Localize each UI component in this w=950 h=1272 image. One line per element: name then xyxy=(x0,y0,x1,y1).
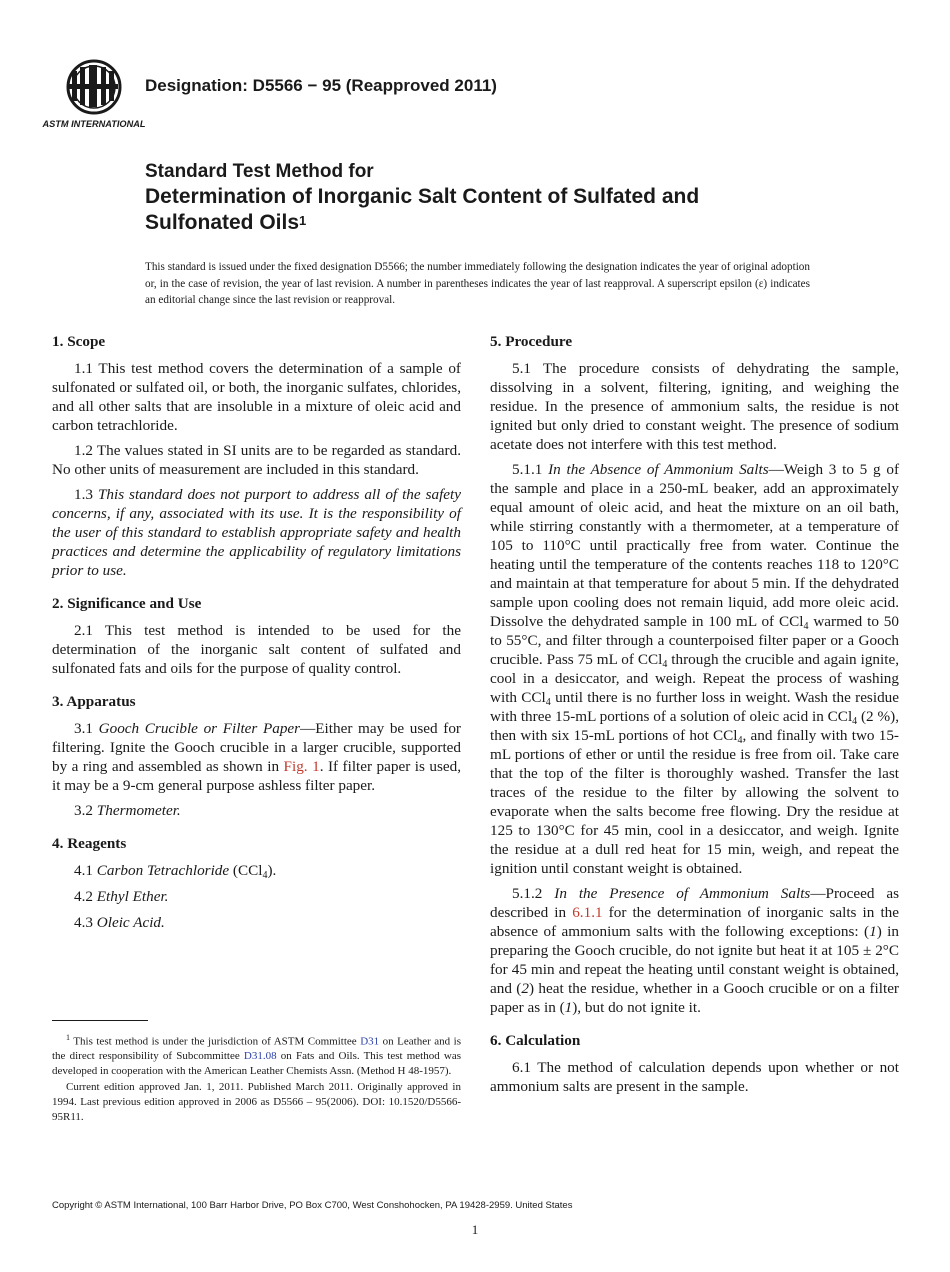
apparatus-heading: 3. Apparatus xyxy=(52,693,136,710)
procedure-p3-italic: In the Presence of Ammonium Salts xyxy=(554,885,811,902)
section-calculation xyxy=(490,1031,899,1096)
reagent-item xyxy=(52,861,461,880)
reagent-num: 4.3 xyxy=(74,914,93,931)
reagents-heading: 4. Reagents xyxy=(52,835,127,852)
procedure-p3-italic-1: 1 xyxy=(869,923,877,940)
section-apparatus xyxy=(52,692,461,820)
section-significance xyxy=(52,594,461,678)
reagent-item xyxy=(52,887,461,906)
apparatus-p1-italic: Gooch Crucible or Filter Paper xyxy=(98,720,301,737)
procedure-p3 xyxy=(490,884,899,1017)
procedure-p2-text-d: until there is no further loss in weight. Wash the residue with three 15-mL portions of a solution of oleic acid in CCl xyxy=(490,689,899,725)
title-line-2: Determination of Inorganic Salt Content of Sulfated and xyxy=(145,185,700,208)
procedure-p3-num: 5.1.2 xyxy=(512,885,543,902)
footnote-1-text-b: on Leather and is the direct responsibility of Subcommittee xyxy=(52,1035,461,1063)
footnote-1-text-a: This test method is under the jurisdiction of ASTM Committee xyxy=(73,1035,357,1048)
d31-link[interactable]: D31 xyxy=(360,1035,380,1048)
subscript-4: 4 xyxy=(662,659,668,670)
calculation-p1: 6.1 The method of calculation depends upon whether or not ammonium salts are present in the sample. xyxy=(490,1059,899,1095)
procedure-p1: 5.1 The procedure consists of dehydrating the sample, dissolving in a solvent, filtering, igniting, and weighing the residue. In the presence of ammonium salts, the residue is not ignited but only dried to constant weight. The presence of sodium acetate does not interfere with this test method. xyxy=(490,360,899,453)
procedure-p3-text-e: ), but do not ignite it. xyxy=(572,999,701,1016)
right-column xyxy=(490,332,899,1110)
footnote-1-text-c: on Fats and Oils. This test method was developed in cooperation with the American Leather Chemists Assn. (Method H 48-1957). xyxy=(52,1050,462,1077)
procedure-p3-text-c: ) in preparing the Gooch crucible, do not ignite but heat it at 105 ± 2°C for 45 min and repeat the heating until constant weight is obtained, and ( xyxy=(490,923,899,997)
copyright-notice: Copyright © ASTM International, 100 Barr Harbor Drive, PO Box C700, West Conshohocken, PA 19428-2959. United States xyxy=(52,1200,573,1211)
reagent-name: Carbon Tetrachloride xyxy=(96,862,230,879)
reagent-num: 4.1 xyxy=(74,862,93,879)
procedure-p3-italic-2: 2 xyxy=(521,980,529,997)
page-number: 1 xyxy=(471,1222,479,1237)
apparatus-p2-italic: Thermometer. xyxy=(96,802,181,819)
section-procedure xyxy=(490,332,899,1017)
apparatus-p1-text-b: . If filter paper is used, it may be a 9-cm general purpose ashless filter paper. xyxy=(52,758,462,794)
scope-p1: 1.1 This test method covers the determination of a sample of sulfonated or sulfated oil, or both, the inorganic sulfates, chlorides, and all other salts that are insoluble in a mixture of oleic acid and carbon tetrachloride. xyxy=(52,360,461,434)
fig-1-link[interactable]: Fig. 1 xyxy=(283,758,320,775)
apparatus-p1-text-a: —Either may be used for filtering. Ignite the Gooch crucible in a larger crucible, supported by a ring and assembled as shown in xyxy=(52,720,461,775)
designation: Designation: D5566 − 95 (Reapproved 2011) xyxy=(145,76,497,95)
apparatus-p1 xyxy=(52,719,461,795)
reagent-item xyxy=(52,913,461,932)
astm-logo-icon xyxy=(42,57,146,133)
title-footnote-mark: 1 xyxy=(299,213,307,228)
d31-08-link[interactable]: D31.08 xyxy=(243,1050,277,1063)
footnote-rule xyxy=(52,1020,148,1021)
reagent-formula-tail: ). xyxy=(267,862,277,879)
scope-p3-num: 1.3 xyxy=(74,486,93,503)
section-6-1-1-link[interactable]: 6.1.1 xyxy=(572,904,603,921)
footnote-2: Current edition approved Jan. 1, 2011. Published March 2011. Originally approved in 1994. Last previous edition approved in 2006 as D5566 – 95(2006). DOI: 10.1520/D5566-95R11. xyxy=(52,1081,461,1123)
procedure-p2-text-f: , and finally with two 15-mL portions of ether or until the residue is free from oil. Take care that the top of the filter is thoroughly washed. Transfer the last traces of the residue to the filter by allowing the solvent to evaporate when the salts become free flowing. Dry the residue at 125 to 130°C for 45 min, cool in a desiccator, and weigh. Ignite the residue at a dull red heat for 15 min, weigh, and repeat the ignition until constant weight is obtained. xyxy=(490,727,899,877)
apparatus-p2-num: 3.2 xyxy=(74,802,93,819)
left-column xyxy=(52,332,461,946)
title-line-3-text: Sulfonated Oils xyxy=(145,211,300,234)
footnote-1-mark: 1 xyxy=(66,1033,70,1042)
scope-p3-italic: This standard does not purport to address all of the safety concerns, if any, associated with its use. It is the responsibility of the user of this standard to establish appropriate safety and health practices and determine the applicability of regulatory limitations prior to use. xyxy=(52,486,462,579)
procedure-p2-num: 5.1.1 xyxy=(512,461,543,478)
reagent-formula: (CCl xyxy=(229,862,263,879)
apparatus-p2 xyxy=(52,801,461,820)
procedure-p2-text-a: —Weigh 3 to 5 g of the sample and place in a 250-mL beaker, add an approximately equal amount of oleic acid, and heat the mixture on an oil bath, while stirring constantly with a thermometer, at a temperature of 105 to 110°C until practically free from water. Continue the heating until the temperature of the contents reaches 118 to 120°C and maintain at that temperature for about 5 min. If the dehydrated sample upon cooling does not remain liquid, add more oleic acid. Dissolve the dehydrated sample in 100 mL of CCl xyxy=(490,461,900,630)
title-line-1: Standard Test Method for xyxy=(145,161,374,182)
subscript-4: 4 xyxy=(737,735,743,746)
procedure-p3-text-d: ) heat the residue, whether in a Gooch crucible or on a filter paper as in ( xyxy=(490,980,899,1016)
footnotes xyxy=(52,1031,461,1126)
procedure-p2-text-b: warmed to 50 to 55°C, and filter through a counterpoised filter paper or a Gooch crucible. Pass 75 mL of CCl xyxy=(490,613,899,668)
significance-p1: 2.1 This test method is intended to be used for the determination of the inorganic salt content of sulfated and sulfonated fats and oils for the purpose of quality control. xyxy=(52,622,461,677)
reagent-name: Oleic Acid. xyxy=(96,914,165,931)
procedure-p3-italic-3: 1 xyxy=(564,999,573,1016)
subscript-4: 4 xyxy=(852,716,858,727)
apparatus-p1-num: 3.1 xyxy=(74,720,93,737)
reagent-formula-sub: 4 xyxy=(262,870,268,881)
reagent-num: 4.2 xyxy=(74,888,93,905)
procedure-p2-text-c: through the crucible and again ignite, cool in a desiccator, and weigh. Repeat the process of washing with CCl xyxy=(490,651,899,706)
procedure-p2 xyxy=(490,460,899,878)
subscript-4: 4 xyxy=(545,697,551,708)
calculation-heading: 6. Calculation xyxy=(490,1032,581,1049)
astm-logo xyxy=(42,57,146,133)
procedure-p3-text-b: for the determination of inorganic salts in the absence of ammonium salts with the following exceptions: ( xyxy=(490,904,899,940)
procedure-p2-italic: In the Absence of Ammonium Salts xyxy=(548,461,769,478)
section-scope xyxy=(52,332,461,580)
procedure-heading: 5. Procedure xyxy=(490,333,573,350)
scope-heading: 1. Scope xyxy=(52,333,106,350)
scope-p3 xyxy=(52,485,461,580)
standard-note: This standard is issued under the fixed designation D5566; the number immediately following the designation indicates the year of original adoption or, in the case of revision, the year of last revision. A number in parentheses indicates the year of last reapproval. A superscript epsilon (ε) indicates an editorial change since the last revision or reapproval. xyxy=(145,261,810,306)
section-reagents xyxy=(52,834,461,932)
procedure-p2-text-e: (2 %), then with six 15-mL portions of hot CCl xyxy=(490,708,899,744)
footnote-1 xyxy=(52,1031,461,1078)
subscript-4: 4 xyxy=(803,621,809,632)
document-title xyxy=(145,160,845,236)
significance-heading: 2. Significance and Use xyxy=(52,595,202,612)
reagent-name: Ethyl Ether. xyxy=(96,888,169,905)
scope-p2: 1.2 The values stated in SI units are to be regarded as standard. No other units of measurement are included in this standard. xyxy=(52,442,461,478)
logo-text: ASTM INTERNATIONAL xyxy=(42,119,146,129)
procedure-p3-text-a: —Proceed as described in xyxy=(490,885,899,921)
title-line-3 xyxy=(145,210,845,236)
